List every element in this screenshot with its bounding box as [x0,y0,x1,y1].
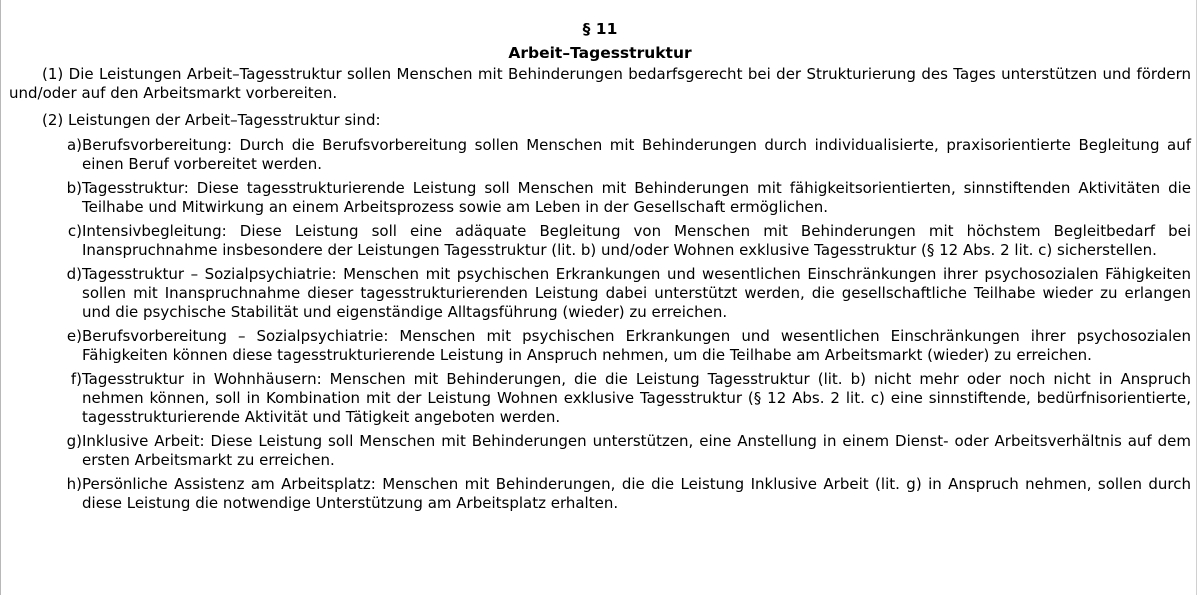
list-item-text: Tagesstruktur – Sozialpsychiatrie: Menschen mit psychischen Erkrankungen und wesentlichen Einschränkungen ihrer psychosozialen Fähigkeiten sollen mit Inanspruchnahme dieser tagesstrukturierenden Leistung dabei unterstützt werden, die gesellschaftliche Teilhabe wieder zu erlangen und die psychische Stabilität und eigenständige Alltagsführung (wieder) zu erreichen. [82,265,1191,321]
list-marker: e) [66,327,82,345]
paragraph-2: (2) Leistungen der Arbeit–Tagesstruktur sind: [42,111,381,129]
legal-document [9,17,1191,518]
paragraph-spacer [9,103,1191,111]
page-left-border [0,0,1,595]
list-marker: a) [66,136,82,154]
paragraph-1: (1) Die Leistungen Arbeit–Tagesstruktur sollen Menschen mit Behinderungen bedarfsgerecht bei der Strukturierung des Tages unterstützen und fördern und/oder auf den Arbeitsmarkt vorbereiten. [9,65,1191,102]
benefits-list [9,136,1191,513]
list-item-e [9,327,1191,365]
list-item-g [9,432,1191,470]
list-marker: g) [66,432,82,450]
list-item-text: Tagesstruktur in Wohnhäusern: Menschen mit Behinderungen, die die Leistung Tagesstruktur (lit. b) nicht mehr oder noch nicht in Anspruch nehmen können, soll in Kombination mit der Leistung Wohnen exklusive Tagesstruktur (§ 12 Abs. 2 lit. c) eine sinnstiftende, bedürfnisorientierte, tagesstrukturierende Aktivität und Tätigkeit angeboten werden. [82,370,1191,426]
list-item-b [9,179,1191,217]
list-item-h [9,475,1191,513]
list-item-text: Berufsvorbereitung – Sozialpsychiatrie: Menschen mit psychischen Erkrankungen und wesentlichen Einschränkungen ihrer psychosozialen Fähigkeiten können diese tagesstrukturierende Leistung in Anspruch nehmen, um die Teilhabe am Arbeitsmarkt (wieder) zu erreichen. [82,327,1191,364]
list-item-d [9,265,1191,322]
list-marker: c) [67,222,82,240]
list-marker: d) [66,265,82,283]
list-item-c [9,222,1191,260]
section-number: § 11 [582,20,618,38]
list-item-f [9,370,1191,427]
list-item-text: Inklusive Arbeit: Diese Leistung soll Menschen mit Behinderungen unterstützen, eine Anstellung in einem Dienst- oder Arbeitsverhältnis auf dem ersten Arbeitsmarkt zu erreichen. [82,432,1191,469]
list-item-text: Berufsvorbereitung: Durch die Berufsvorbereitung sollen Menschen mit Behinderungen durch individualisierte, praxisorientierte Begleitung auf einen Beruf vorbereitet werden. [82,136,1191,173]
list-marker: f) [70,370,82,388]
list-item-text: Intensivbegleitung: Diese Leistung soll eine adäquate Begleitung von Menschen mit Behinderungen mit höchstem Begleitbedarf bei Inanspruchnahme insbesondere der Leistungen Tagesstruktur (lit. b) und/oder Wohnen exklusive Tagesstruktur (§ 12 Abs. 2 lit. c) sicherstellen. [82,222,1191,259]
section-title: Arbeit–Tagesstruktur [508,44,692,62]
list-item-text: Tagesstruktur: Diese tagesstrukturierende Leistung soll Menschen mit Behinderungen mit fähigkeitsorientierten, sinnstiftenden Aktivitäten die Teilhabe und Mitwirkung an einem Arbeitsprozess sowie am Leben in der Gesellschaft ermöglichen. [82,179,1191,216]
list-item-text: Persönliche Assistenz am Arbeitsplatz: Menschen mit Behinderungen, die die Leistung Inklusive Arbeit (lit. g) in Anspruch nehmen, sollen durch diese Leistung die notwendige Unterstützung am Arbeitsplatz erhalten. [82,475,1191,512]
list-item-a [9,136,1191,174]
list-marker: b) [66,179,82,197]
list-marker: h) [66,475,82,493]
